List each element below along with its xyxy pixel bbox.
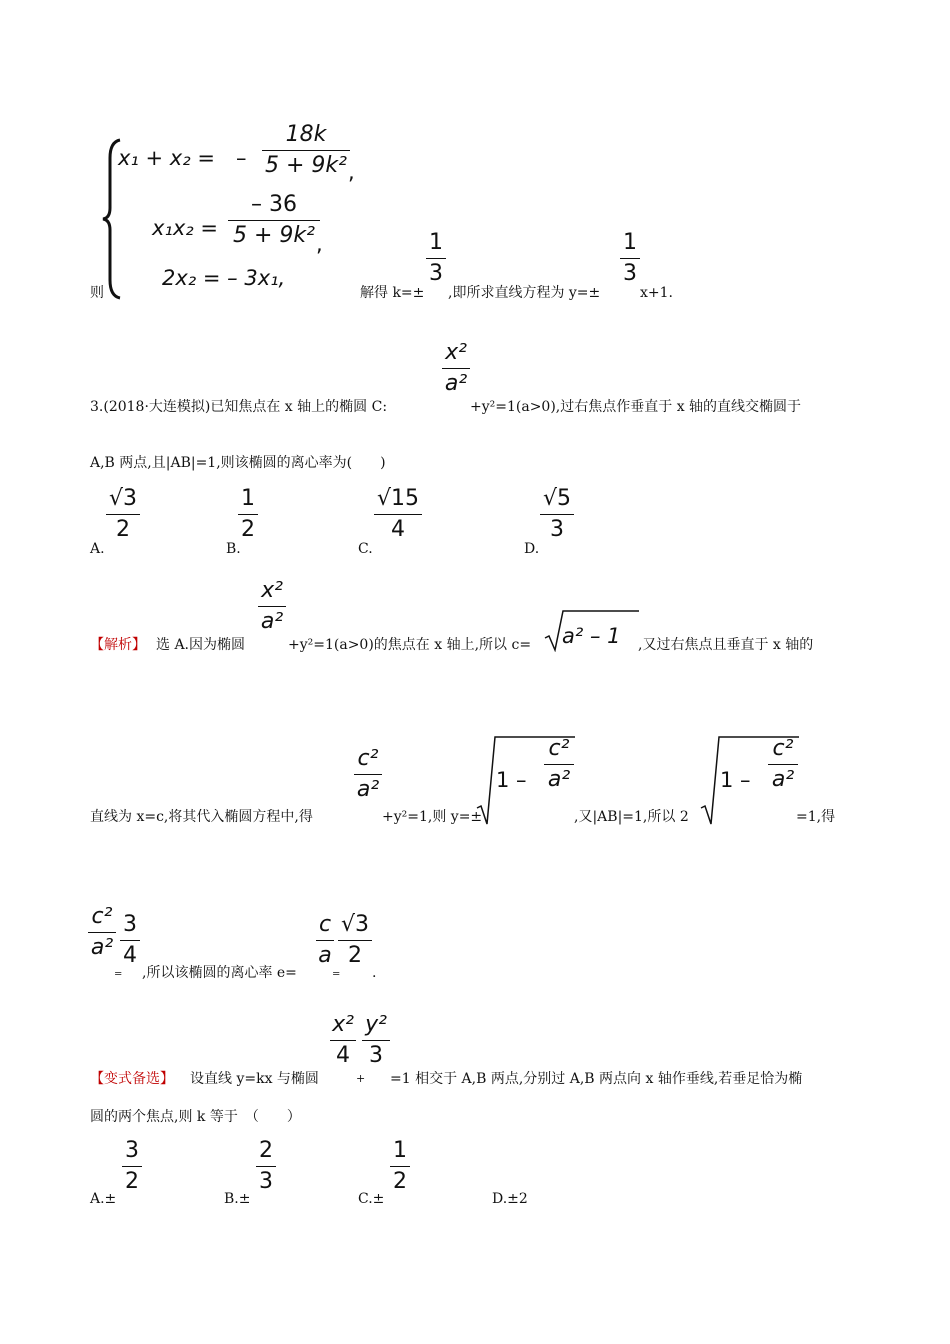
analysis-text-3: ,又过右焦点且垂直于 x 轴的	[638, 637, 814, 653]
analysis-fraction-2-numerator: c²	[357, 746, 379, 771]
analysis-fraction-6-numerator: √3	[340, 912, 369, 937]
line-numerator: 1	[623, 230, 637, 255]
line-denominator: 3	[623, 261, 637, 286]
analysis-fraction-6	[338, 912, 372, 969]
eq2-lhs: x₁x₂ =	[152, 216, 218, 240]
analysis-sqrt-1: a² – 1	[562, 624, 621, 648]
analysis-fraction-3	[88, 904, 116, 961]
k-fraction	[426, 230, 446, 287]
analysis-sqrt-2-denominator: a²	[547, 767, 571, 792]
q3-option-d-numerator: √5	[542, 486, 571, 511]
variant-tag: 【变式备选】	[90, 1071, 174, 1087]
analysis-text-5: +y²=1,则 y=±	[382, 809, 483, 825]
analysis-text-6: ,又|AB|=1,所以 2	[574, 809, 689, 825]
q3-ellipse-fraction	[442, 340, 470, 397]
analysis-text-1: 选 A.因为椭圆	[156, 637, 246, 653]
variant-option-c-denominator: 2	[393, 1169, 407, 1194]
variant-option-a-label: A.±	[90, 1191, 117, 1207]
variant-text-3: 圆的两个焦点,则 k 等于 （ ）	[90, 1109, 301, 1125]
analysis-fraction-4	[120, 912, 140, 969]
q3-option-a-denominator: 2	[116, 517, 130, 542]
eq3: 2x₂ = – 3x₁,	[162, 266, 286, 290]
analysis-sqrt-3-lead: 1 –	[720, 768, 751, 792]
q3-ellipse-numerator: x²	[445, 340, 467, 365]
variant-fraction-2-denominator: 3	[369, 1043, 383, 1068]
k-denominator: 3	[429, 261, 443, 286]
solve-text-2: ,即所求直线方程为 y=±	[448, 285, 601, 301]
variant-fraction-2	[362, 1012, 390, 1069]
q3-ellipse-denominator: a²	[444, 371, 468, 396]
analysis-fraction-4-numerator: 3	[123, 912, 137, 937]
eq2-fraction	[228, 192, 320, 249]
analysis-text-9: .	[372, 965, 377, 981]
q3-option-b-label: B.	[226, 541, 241, 557]
variant-option-d-label: D.±2	[492, 1191, 528, 1207]
q3-option-b-denominator: 2	[241, 517, 255, 542]
variant-option-a-denominator: 2	[125, 1169, 139, 1194]
analysis-sqrt-3-fraction	[768, 736, 798, 793]
eq1-tail: ,	[348, 160, 355, 184]
analysis-text-8: ,所以该椭圆的离心率 e=	[142, 965, 297, 981]
q3-option-c-denominator: 4	[391, 517, 405, 542]
analysis-fraction-5-numerator: c	[318, 912, 332, 937]
q3-option-d-label: D.	[524, 541, 540, 557]
eq2-tail: ,	[316, 232, 323, 256]
analysis-tag: 【解析】	[90, 637, 146, 653]
variant-fraction-1-denominator: 4	[336, 1043, 350, 1068]
eq1-denominator: 5 + 9k²	[265, 153, 347, 178]
analysis-fraction-2	[354, 746, 382, 803]
variant-option-b	[256, 1138, 276, 1195]
k-numerator: 1	[429, 230, 443, 255]
analysis-fraction-5-denominator: a	[318, 943, 332, 968]
q3-option-b	[238, 486, 258, 543]
variant-text-1: 设直线 y=kx 与椭圆	[190, 1071, 319, 1087]
q3-stem-1: 3.(2018·大连模拟)已知焦点在 x 轴上的椭圆 C:	[90, 399, 388, 415]
analysis-sqrt-3-denominator: a²	[771, 767, 795, 792]
analysis-sqrt-2-numerator: c²	[548, 736, 570, 761]
eq1-lhs: x₁ + x₂ =	[118, 146, 215, 170]
analysis-eq-sign-2: =	[332, 969, 341, 980]
analysis-fraction-6-denominator: 2	[348, 943, 362, 968]
eq1-numerator: 18k	[285, 122, 327, 147]
analysis-fraction-2-denominator: a²	[356, 777, 380, 802]
eq2-denominator: 5 + 9k²	[233, 223, 315, 248]
analysis-fraction-5	[316, 912, 334, 969]
analysis-text-2: +y²=1(a>0)的焦点在 x 轴上,所以 c=	[288, 637, 532, 653]
q3-option-a-numerator: √3	[108, 486, 137, 511]
analysis-text-7: =1,得	[796, 809, 836, 825]
q3-option-d	[540, 486, 574, 543]
q3-option-a-label: A.	[90, 541, 105, 557]
variant-option-b-denominator: 3	[259, 1169, 273, 1194]
eq1-sign: –	[236, 146, 247, 170]
q3-option-c-label: C.	[358, 541, 373, 557]
variant-plus: +	[356, 1072, 366, 1085]
variant-fraction-1-numerator: x²	[332, 1012, 354, 1037]
variant-option-c-label: C.±	[358, 1191, 385, 1207]
analysis-sqrt-3-numerator: c²	[772, 736, 794, 761]
q3-stem-3: A,B 两点,且|AB|=1,则该椭圆的离心率为( )	[90, 455, 386, 471]
analysis-eq-sign: =	[114, 969, 123, 980]
eq1-fraction	[262, 122, 350, 179]
variant-option-a-numerator: 3	[125, 1138, 139, 1163]
variant-option-c-numerator: 1	[393, 1138, 407, 1163]
line-fraction	[620, 230, 640, 287]
analysis-fraction-1-numerator: x²	[261, 578, 283, 603]
analysis-fraction-4-denominator: 4	[123, 943, 137, 968]
variant-option-c	[390, 1138, 410, 1195]
variant-fraction-2-numerator: y²	[365, 1012, 387, 1037]
q3-option-c	[374, 486, 422, 543]
analysis-sqrt-2-fraction	[544, 736, 574, 793]
analysis-fraction-3-denominator: a²	[90, 935, 114, 960]
variant-option-b-label: B.±	[224, 1191, 251, 1207]
solve-text-1: 解得 k=±	[360, 285, 425, 301]
q3-option-a	[106, 486, 140, 543]
system-prefix: 则	[90, 285, 104, 301]
solve-text-3: x+1.	[640, 285, 673, 301]
analysis-sqrt-2-lead: 1 –	[496, 768, 527, 792]
analysis-fraction-1-denominator: a²	[260, 609, 284, 634]
analysis-text-4: 直线为 x=c,将其代入椭圆方程中,得	[90, 809, 313, 825]
q3-option-d-denominator: 3	[550, 517, 564, 542]
variant-fraction-1	[330, 1012, 356, 1069]
eq2-numerator: – 36	[251, 192, 297, 217]
analysis-fraction-3-numerator: c²	[91, 904, 113, 929]
variant-option-b-numerator: 2	[259, 1138, 273, 1163]
q3-stem-2: +y²=1(a>0),过右焦点作垂直于 x 轴的直线交椭圆于	[470, 399, 802, 415]
variant-text-2: =1 相交于 A,B 两点,分别过 A,B 两点向 x 轴作垂线,若垂足恰为椭	[390, 1071, 803, 1087]
q3-option-c-numerator: √15	[376, 486, 419, 511]
q3-option-b-numerator: 1	[241, 486, 255, 511]
analysis-fraction-1	[258, 578, 286, 635]
variant-option-a	[122, 1138, 142, 1195]
